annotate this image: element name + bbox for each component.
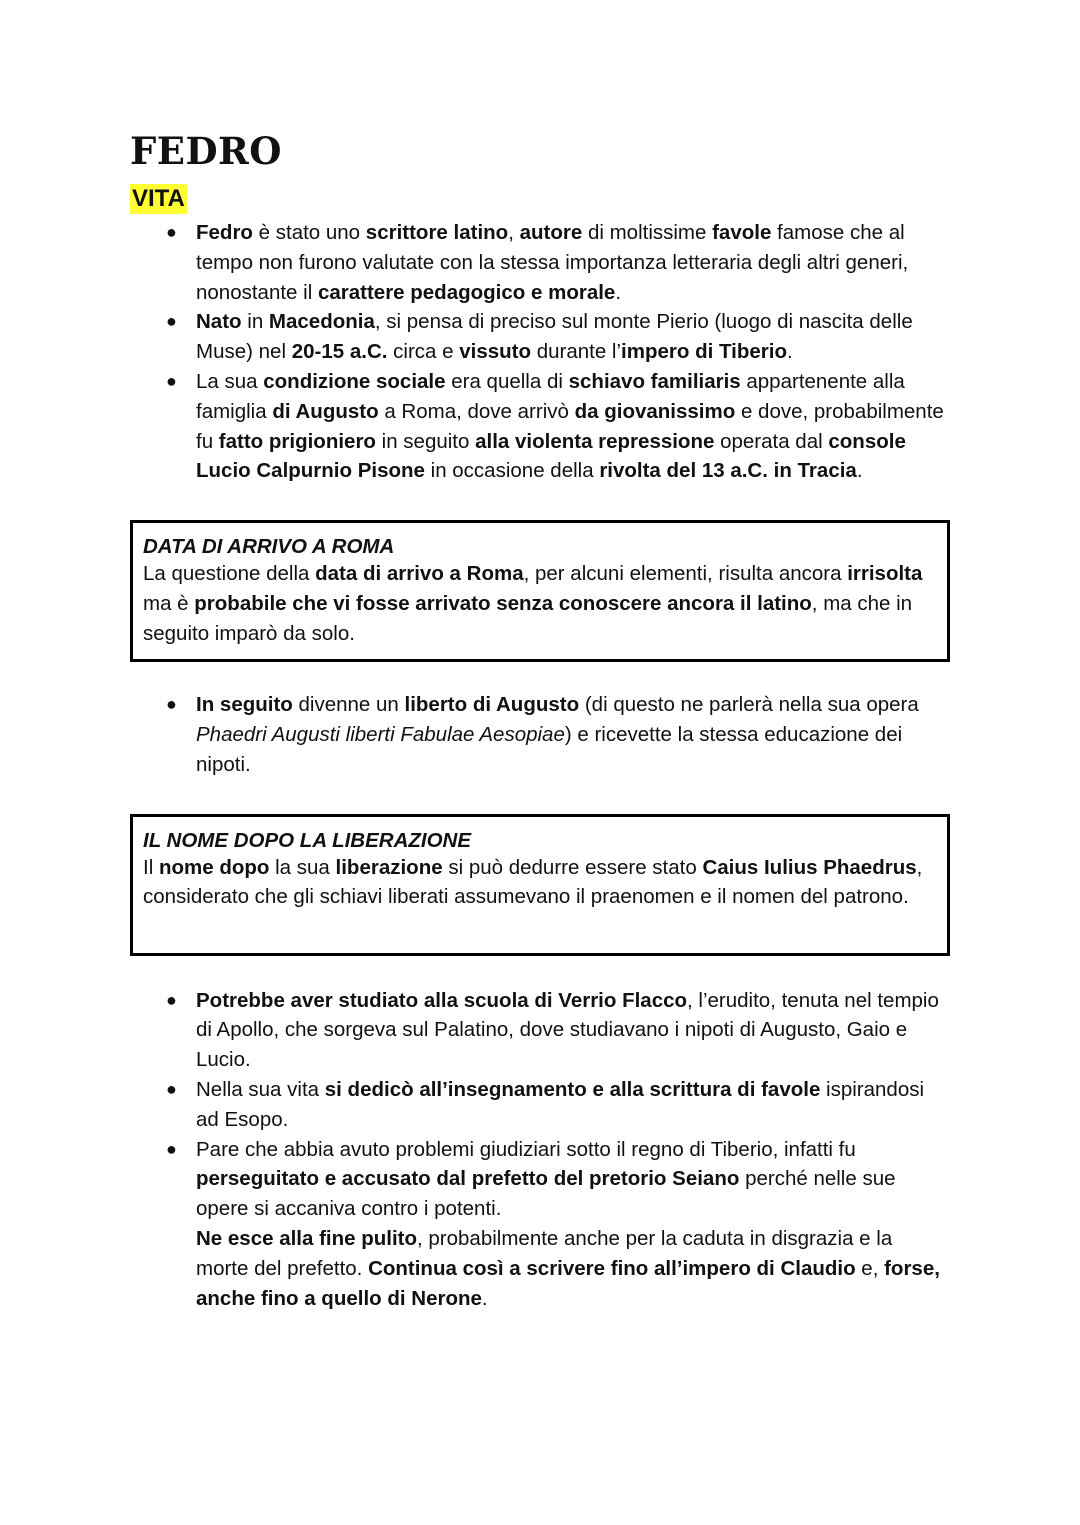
list-item-text: Nato in Macedonia, si pensa di preciso sul monte Pierio (luogo di nascita delle Muse) nel 20-15 a.C. circa e vissuto durante l’impero di Tiberio. bbox=[196, 310, 913, 364]
page-title: FEDRO bbox=[130, 129, 283, 173]
bullet-list-3 bbox=[130, 986, 950, 1314]
callout-title: IL NOME DOPO LA LIBERAZIONE bbox=[143, 828, 472, 852]
list-item bbox=[130, 1135, 950, 1314]
callout-text: Il nome dopo la sua liberazione si può dedurre essere stato Caius Iulius Phaedrus, considerato che gli schiavi liberati assumevano il praenomen e il nomen del patrono. bbox=[143, 855, 923, 909]
list-item-text: Ne esce alla fine pulito, probabilmente anche per la caduta in disgrazia e la morte del prefetto. Continua così a scrivere fino all’impero di Claudio e, forse, anche fino a quello di Nerone. bbox=[196, 1226, 940, 1310]
document-page bbox=[130, 128, 950, 1313]
callout-box-arrival bbox=[130, 520, 950, 662]
bullet-list-2 bbox=[130, 690, 950, 779]
list-item bbox=[130, 367, 950, 486]
list-item-text: Nella sua vita si dedicò all’insegnamento e alla scrittura di favole ispirandosi ad Esopo. bbox=[196, 1077, 925, 1131]
list-item-text: Potrebbe aver studiato alla scuola di Verrio Flacco, l’erudito, tenuta nel tempio di Apollo, che sorgeva sul Palatino, dove studiavano i nipoti di Augusto, Gaio e Lucio. bbox=[196, 988, 939, 1072]
bullet-icon: ● bbox=[166, 370, 177, 391]
callout-title: DATA DI ARRIVO A ROMA bbox=[143, 535, 395, 559]
callout-box-name bbox=[130, 814, 950, 956]
bullet-icon: ● bbox=[166, 1078, 177, 1099]
bullet-icon: ● bbox=[166, 694, 177, 715]
bullet-icon: ● bbox=[166, 311, 177, 332]
list-item bbox=[130, 690, 950, 779]
bullet-list-1 bbox=[130, 218, 950, 486]
section-heading-vita: VITA bbox=[132, 185, 185, 212]
list-item bbox=[130, 218, 950, 307]
bullet-icon: ● bbox=[166, 1138, 177, 1159]
list-item bbox=[130, 307, 950, 367]
list-item-text: Fedro è stato uno scrittore latino, autore di moltissime favole famose che al tempo non furono valutate con la stessa importanza letteraria degli altri generi, nonostante il carattere pedagogico e morale. bbox=[196, 221, 909, 304]
list-item-text: In seguito divenne un liberto di Augusto (di questo ne parlerà nella sua opera Phaedri Augusti liberti Fabulae Aesopiae) e ricevette la stessa educazione dei nipoti. bbox=[196, 693, 919, 776]
bullet-icon: ● bbox=[166, 989, 177, 1010]
list-item-text: La sua condizione sociale era quella di schiavo familiaris appartenente alla famiglia di Augusto a Roma, dove arrivò da giovanissimo e dove, probabilmente fu fatto prigioniero in seguito alla violenta repressione operata dal console Lucio Calpurnio Pisone in occasione della rivolta del 13 a.C. in Tracia. bbox=[196, 369, 944, 483]
list-item bbox=[130, 986, 950, 1075]
bullet-icon: ● bbox=[166, 222, 177, 242]
list-item bbox=[130, 1075, 950, 1135]
callout-text: La questione della data di arrivo a Roma, per alcuni elementi, risulta ancora irrisolta ma è probabile che vi fosse arrivato senza conoscere ancora il latino, ma che in seguito imparò da solo. bbox=[143, 562, 923, 645]
list-item-text: Pare che abbia avuto problemi giudiziari sotto il regno di Tiberio, infatti fu perseguitato e accusato dal prefetto del pretorio Seiano perché nelle sue opere si accaniva contro i potenti. bbox=[196, 1137, 896, 1221]
